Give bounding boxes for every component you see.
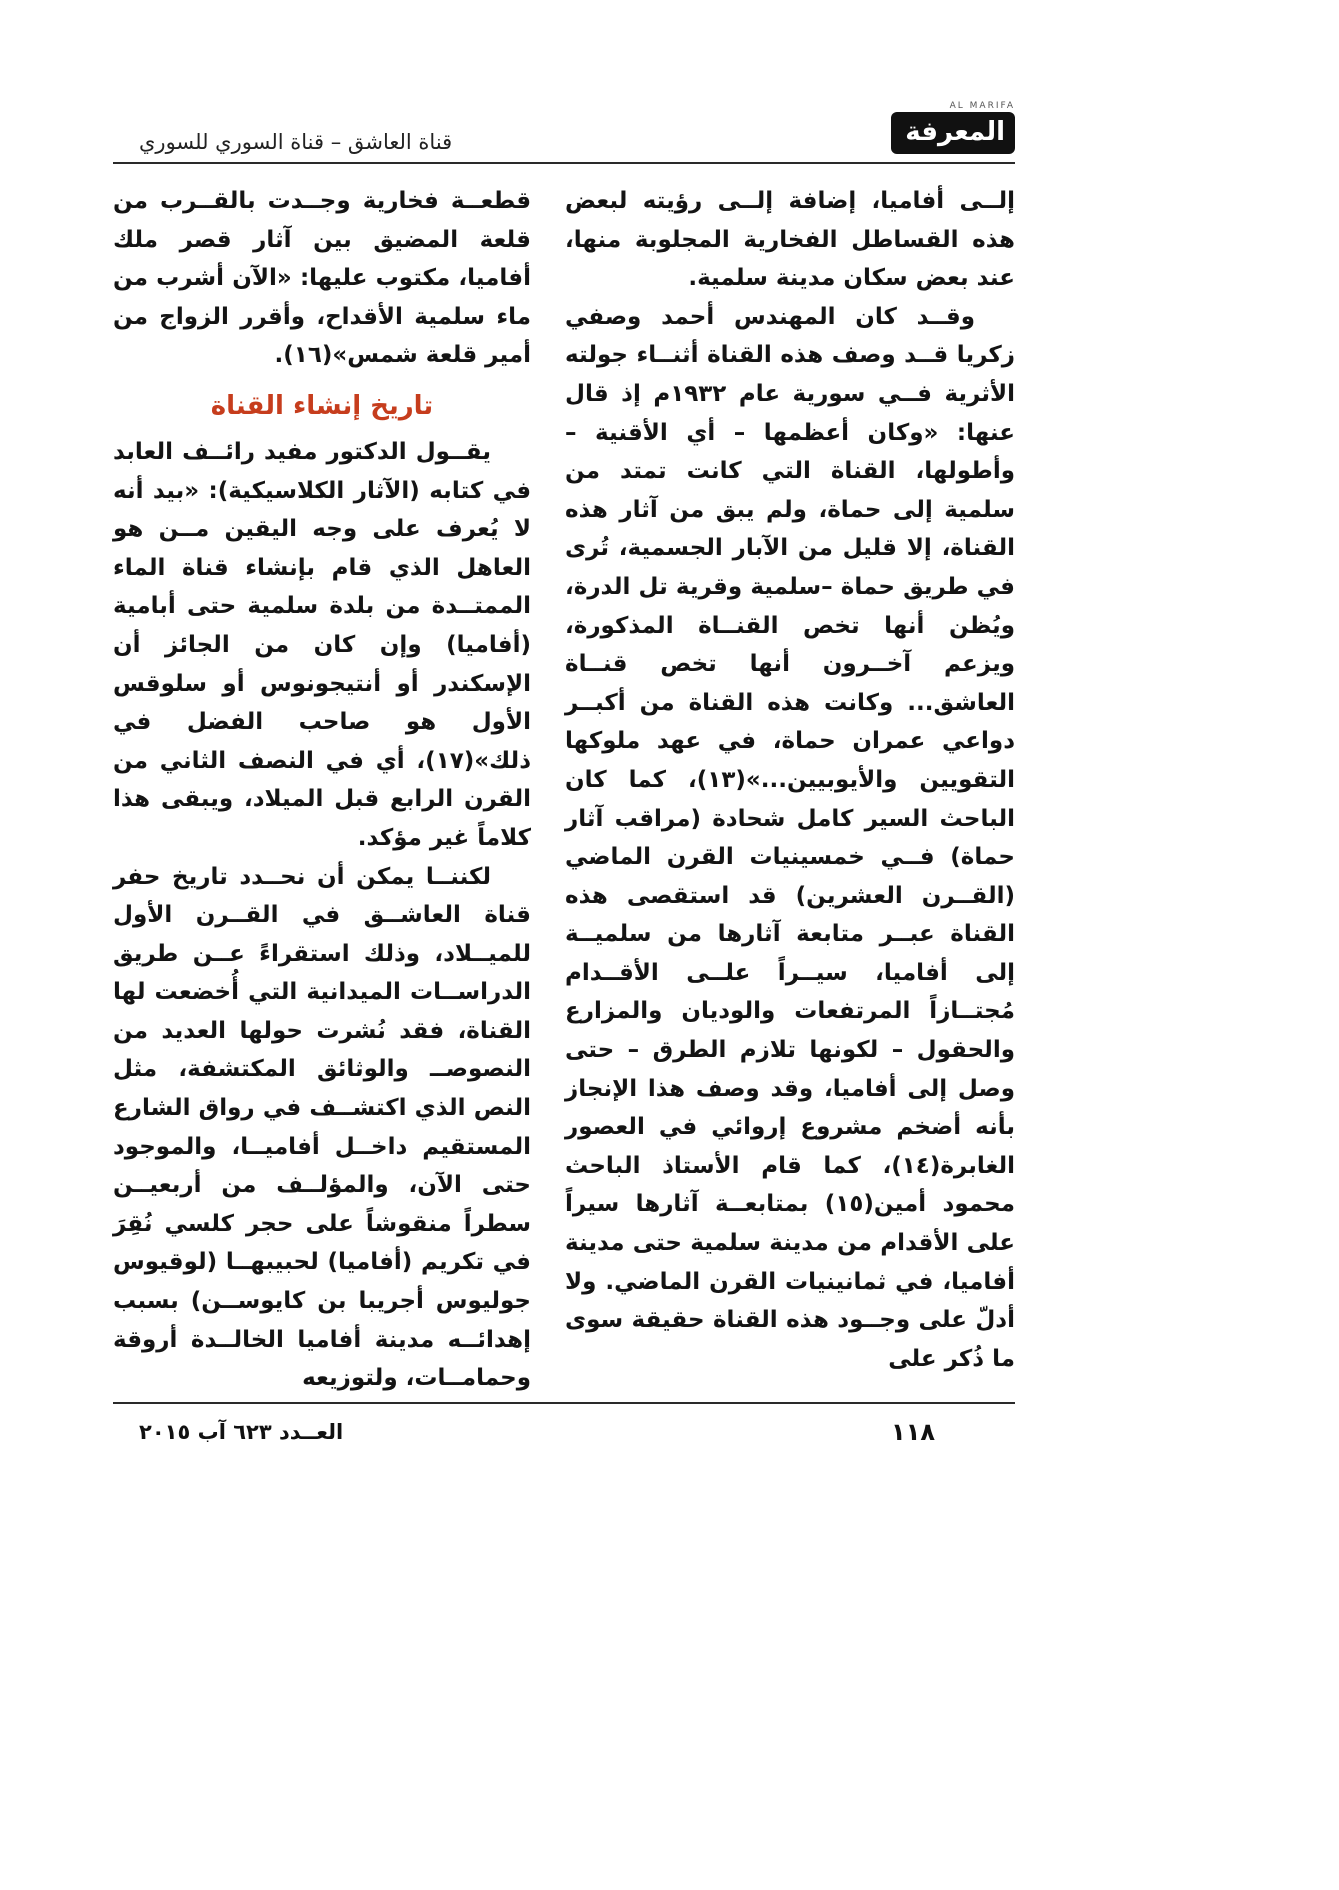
column-left (113, 182, 531, 1398)
logo-arabic-wordmark: المعرفة (891, 112, 1015, 154)
page-number: ١١٨ (891, 1418, 935, 1446)
section-heading: تاريخ إنشاء القناة (210, 390, 434, 421)
article-columns (113, 182, 1015, 1398)
logo-latin-caption: AL MARIFA (949, 101, 1015, 111)
paragraph: إلــى أفاميا، إضافة إلــى رؤيته لبعض هذه القساطل الفخارية المجلوبة منها، عند بعض سكان مدينة سلمية. (565, 188, 1015, 292)
page-header (113, 96, 1015, 164)
paragraph: لكننــا يمكن أن نحــدد تاريخ حفر قناة العاشــق في القــرن الأول للميــلاد، وذلك استقراءً عــن طريق الدراســات الميدانية التي أُخضعت لها القناة، فقد نُشرت حولها العديد من النصوصــ والوثائق المكتشفة، مثل النص الذي اكتشــف في رواق الشارع المستقيم داخــل أفاميــا، والموجود حتى الآن، والمؤلــف من أربعيــن سطراً منقوشاً على حجر كلسي نُقِرَ في تكريم (أفاميا) لحبيبهــا (لوقيوس جوليوس أجريبا بن كايوســن) بسبب إهدائــه مدينة أفاميا الخالــدة أروقة وحمامــات، ولتوزيعه (113, 863, 531, 1392)
paragraph: يقــول الدكتور مفيد رائــف العابد في كتابه (الآثار الكلاسيكية): «بيد أنه لا يُعرف على وجه اليقين مــن هو العاهل الذي قام بإنشاء قناة الماء الممتــدة من بلدة سلمية حتى أبامية (أفاميا) وإن كان من الجائز أن الإسكندر أو أنتيجونوس أو سلوقس الأول هو صاحب الفضل في ذلك»(١٧)، أي في النصف الثاني من القرن الرابع قبل الميلاد، ويبقى هذا كلاماً غير مؤكد. (113, 438, 531, 851)
column-right (565, 182, 1015, 1398)
issue-info: العــدد ٦٢٣ آب ٢٠١٥ (139, 1420, 344, 1444)
paragraph: وقــد كان المهندس أحمد وصفي زكريا قــد وصف هذه القناة أثنــاء جولته الأثرية فــي سورية عام ١٩٣٢م إذ قال عنها: «وكان أعظمها – أي الأقنية – وأطولها، القناة التي كانت تمتد من سلمية إلى حماة، ولم يبق من آثار هذه القناة، إلا قليل من الآبار الجسمية، تُرى في طريق حماة –سلمية وقرية تل الدرة، ويُظن أنها تخص القنــاة المذكورة، ويزعم آخــرون أنها تخص قنــاة العاشق... وكانت هذه القناة من أكبــر دواعي عمران حماة، في عهد ملوكها التقويين والأيوبيين...»(١٣)، كما كان الباحث السير كامل شحادة (مراقب آثار حماة) فــي خمسينيات القرن الماضي (القــرن العشرين) قد استقصى هذه القناة عبــر متابعة آثارها من سلميــة إلى أفاميا، سيــراً علــى الأقــدام مُجتــازاً المرتفعات والوديان والمزارع والحقول – لكونها تلازم الطرق – حتى وصل إلى أفاميا، وقد وصف هذا الإنجاز بأنه أضخم مشروع إروائي في العصور الغابرة(١٤)، كما قام الأستاذ الباحث محمود أمين(١٥) بمتابعــة آثارها سيراً على الأقدام من مدينة سلمية حتى مدينة أفاميا، في ثمانينيات القرن الماضي. ولا أدلّ على وجــود هذه القناة حقيقة سوى ما ذُكر على (565, 303, 1015, 1372)
magazine-logo (891, 101, 1015, 154)
running-head: قناة العاشق – قناة السوري للسوري (139, 130, 453, 154)
paragraph: قطعــة فخارية وجــدت بالقــرب من قلعة المضيق بين آثار قصر ملك أفاميا، مكتوب عليها: «الآن أشرب من ماء سلمية الأقداح، وأقرر الزواج من أمير قلعة شمس»(١٦). (113, 188, 531, 369)
page-footer (113, 1402, 1015, 1446)
